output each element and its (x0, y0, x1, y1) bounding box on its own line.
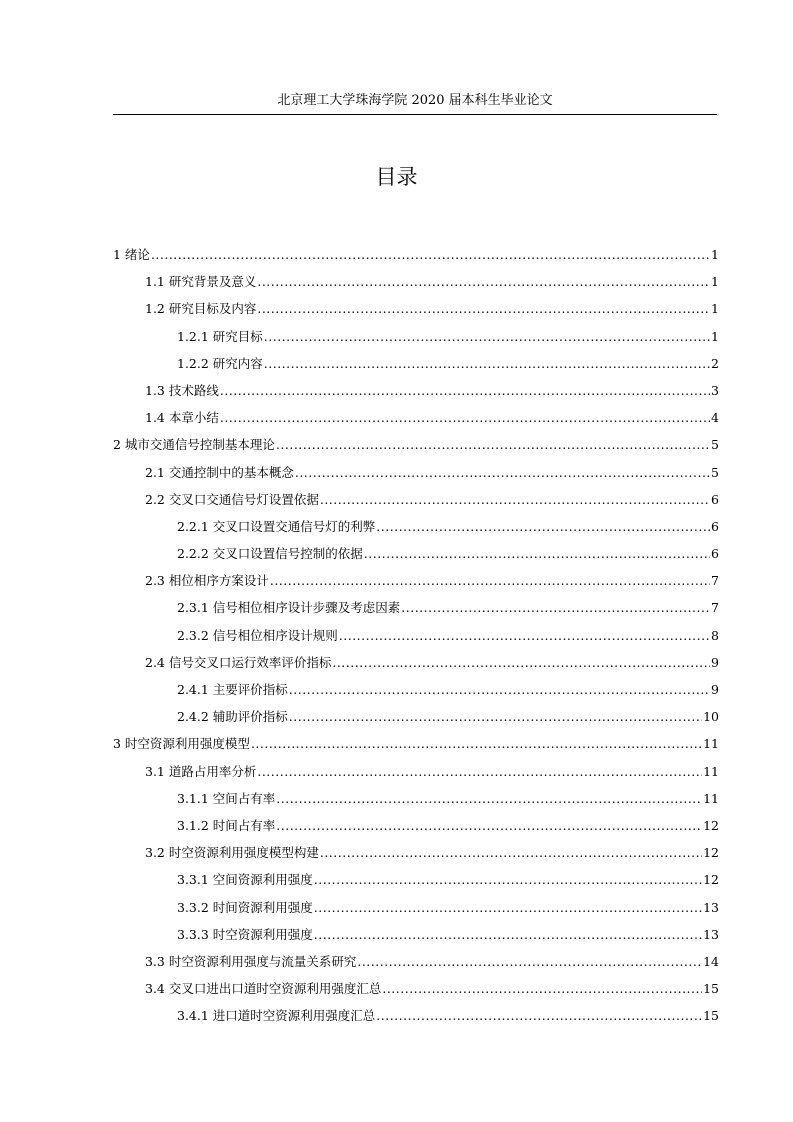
toc-entry-label: 1.1 研究背景及意义 (145, 274, 257, 290)
toc-entry-label: 1 绪论 (113, 247, 150, 262)
toc-leader-dots (382, 978, 702, 1000)
toc-entry[interactable] (113, 489, 719, 516)
toc-leader-dots (339, 625, 710, 647)
toc-leader-dots (270, 570, 710, 592)
toc-entry-page: 8 (711, 627, 719, 643)
toc-leader-dots (220, 380, 710, 402)
toc-entry[interactable] (113, 407, 719, 434)
page-title: 目录 (375, 165, 418, 189)
toc-entry-page: 12 (703, 872, 719, 888)
toc-entry-label: 2.2.2 交叉口设置信号控制的依据 (177, 546, 363, 562)
toc-entry-label: 3.3.2 时间资源利用强度 (177, 899, 313, 915)
toc-leader-dots (320, 489, 710, 511)
toc-entry-page: 14 (703, 953, 719, 969)
toc-entry-label: 2.3.2 信号相位相序设计规则 (177, 627, 338, 643)
toc-leader-dots (276, 815, 702, 837)
toc-leader-dots (364, 543, 710, 565)
toc-entry-page: 2 (711, 355, 719, 371)
toc-entry[interactable] (113, 570, 719, 597)
toc-entry[interactable] (113, 1005, 719, 1032)
toc-entry[interactable] (113, 706, 719, 733)
toc-entry-label: 3.1.1 空间占有率 (177, 790, 276, 806)
toc-entry-label: 3.2 时空资源利用强度模型构建 (145, 845, 319, 861)
toc-entry[interactable] (113, 271, 719, 298)
toc-leader-dots (220, 407, 710, 429)
toc-leader-dots (276, 434, 710, 456)
toc-entry-page: 15 (703, 1008, 719, 1024)
toc-entry[interactable] (113, 516, 719, 543)
toc-entry-label: 2.4 信号交叉口运行效率评价指标 (145, 654, 332, 670)
toc-entry-label: 3.4 交叉口进出口道时空资源利用强度汇总 (145, 981, 382, 997)
toc-entry-label: 3.1.2 时间占有率 (177, 817, 276, 833)
toc-entry[interactable] (113, 869, 719, 896)
toc-entry-label: 1.3 技术路线 (145, 382, 219, 398)
toc-entry-label: 2.4.2 辅助评价指标 (177, 709, 288, 725)
toc-entry-label: 2 城市交通信号控制基本理论 (113, 437, 275, 453)
toc-leader-dots (257, 298, 710, 320)
toc-entry-page: 6 (711, 546, 719, 562)
toc-leader-dots (257, 271, 710, 293)
toc-leader-dots (314, 897, 702, 919)
toc-entry-page: 1 (711, 274, 719, 290)
toc-leader-dots (289, 679, 710, 701)
toc-entry[interactable] (113, 462, 719, 489)
toc-entry-label: 2.1 交通控制中的基本概念 (145, 464, 294, 480)
toc-entry-page: 15 (703, 981, 719, 997)
toc-leader-dots (295, 462, 710, 484)
toc-entry[interactable] (113, 625, 719, 652)
toc-entry-page: 1 (711, 301, 719, 317)
toc-entry[interactable] (113, 951, 719, 978)
toc-entry-page: 5 (711, 437, 719, 453)
toc-leader-dots (264, 326, 710, 348)
toc-leader-dots (357, 951, 702, 973)
running-header: 北京理工大学珠海学院 2020 届本科生毕业论文 (277, 93, 553, 108)
table-of-contents (113, 244, 719, 1032)
toc-entry[interactable] (113, 353, 719, 380)
toc-entry-page: 1 (711, 328, 719, 344)
toc-entry-page: 10 (703, 709, 719, 725)
toc-entry[interactable] (113, 434, 719, 461)
toc-entry[interactable] (113, 652, 719, 679)
toc-entry-label: 3.3.3 时空资源利用强度 (177, 926, 313, 942)
toc-entry-page: 13 (703, 899, 719, 915)
toc-entry[interactable] (113, 244, 719, 271)
toc-entry-page: 11 (703, 736, 719, 752)
toc-entry-page: 7 (711, 600, 719, 616)
toc-entry[interactable] (113, 897, 719, 924)
toc-entry[interactable] (113, 924, 719, 951)
toc-entry-page: 6 (711, 491, 719, 507)
toc-entry-page: 1 (711, 247, 719, 262)
toc-leader-dots (264, 353, 710, 375)
toc-leader-dots (332, 652, 710, 674)
toc-entry[interactable] (113, 815, 719, 842)
toc-leader-dots (276, 788, 702, 810)
toc-entry-label: 3.3 时空资源利用强度与流量关系研究 (145, 953, 357, 969)
toc-entry-label: 2.3.1 信号相位相序设计步骤及考虑因素 (177, 600, 401, 616)
toc-entry[interactable] (113, 380, 719, 407)
toc-leader-dots (251, 733, 702, 755)
toc-entry[interactable] (113, 733, 719, 760)
toc-leader-dots (376, 1005, 702, 1027)
toc-leader-dots (314, 869, 702, 891)
toc-entry[interactable] (113, 788, 719, 815)
toc-entry-label: 3 时空资源利用强度模型 (113, 736, 250, 752)
toc-entry[interactable] (113, 842, 719, 869)
toc-entry-label: 2.2 交叉口交通信号灯设置依据 (145, 491, 319, 507)
toc-entry[interactable] (113, 543, 719, 570)
header-rule (113, 114, 717, 115)
toc-entry-label: 3.4.1 进口道时空资源利用强度汇总 (177, 1008, 376, 1024)
toc-leader-dots (376, 516, 710, 538)
toc-entry[interactable] (113, 761, 719, 788)
toc-leader-dots (320, 842, 702, 864)
toc-entry-page: 9 (711, 682, 719, 697)
toc-entry-label: 3.3.1 空间资源利用强度 (177, 872, 313, 888)
toc-entry-page: 5 (711, 464, 719, 480)
toc-entry-label: 1.4 本章小结 (145, 410, 219, 426)
toc-entry-page: 12 (703, 845, 719, 861)
toc-entry-page: 13 (703, 926, 719, 942)
toc-entry-page: 4 (711, 410, 719, 426)
toc-entry[interactable] (113, 978, 719, 1005)
toc-entry-page: 3 (711, 382, 719, 398)
toc-entry[interactable] (113, 298, 719, 325)
toc-leader-dots (314, 924, 702, 946)
toc-entry-label: 2.4.1 主要评价指标 (177, 682, 288, 697)
toc-entry-page: 11 (703, 763, 719, 779)
toc-entry-label: 3.1 道路占用率分析 (145, 763, 257, 779)
toc-entry-label: 1.2.2 研究内容 (177, 355, 263, 371)
toc-entry[interactable] (113, 679, 719, 706)
toc-entry-page: 7 (711, 573, 719, 589)
toc-entry-page: 9 (711, 654, 719, 670)
toc-entry-page: 6 (711, 518, 719, 534)
toc-entry[interactable] (113, 326, 719, 353)
toc-entry-label: 2.3 相位相序方案设计 (145, 573, 269, 589)
toc-leader-dots (401, 597, 710, 619)
toc-leader-dots (289, 706, 702, 728)
toc-entry-label: 1.2.1 研究目标 (177, 328, 263, 344)
toc-entry[interactable] (113, 597, 719, 624)
toc-entry-label: 1.2 研究目标及内容 (145, 301, 257, 317)
toc-entry-page: 11 (703, 790, 719, 806)
toc-leader-dots (151, 244, 710, 266)
toc-entry-page: 12 (703, 817, 719, 833)
toc-leader-dots (257, 761, 702, 783)
toc-entry-label: 2.2.1 交叉口设置交通信号灯的利弊 (177, 518, 376, 534)
